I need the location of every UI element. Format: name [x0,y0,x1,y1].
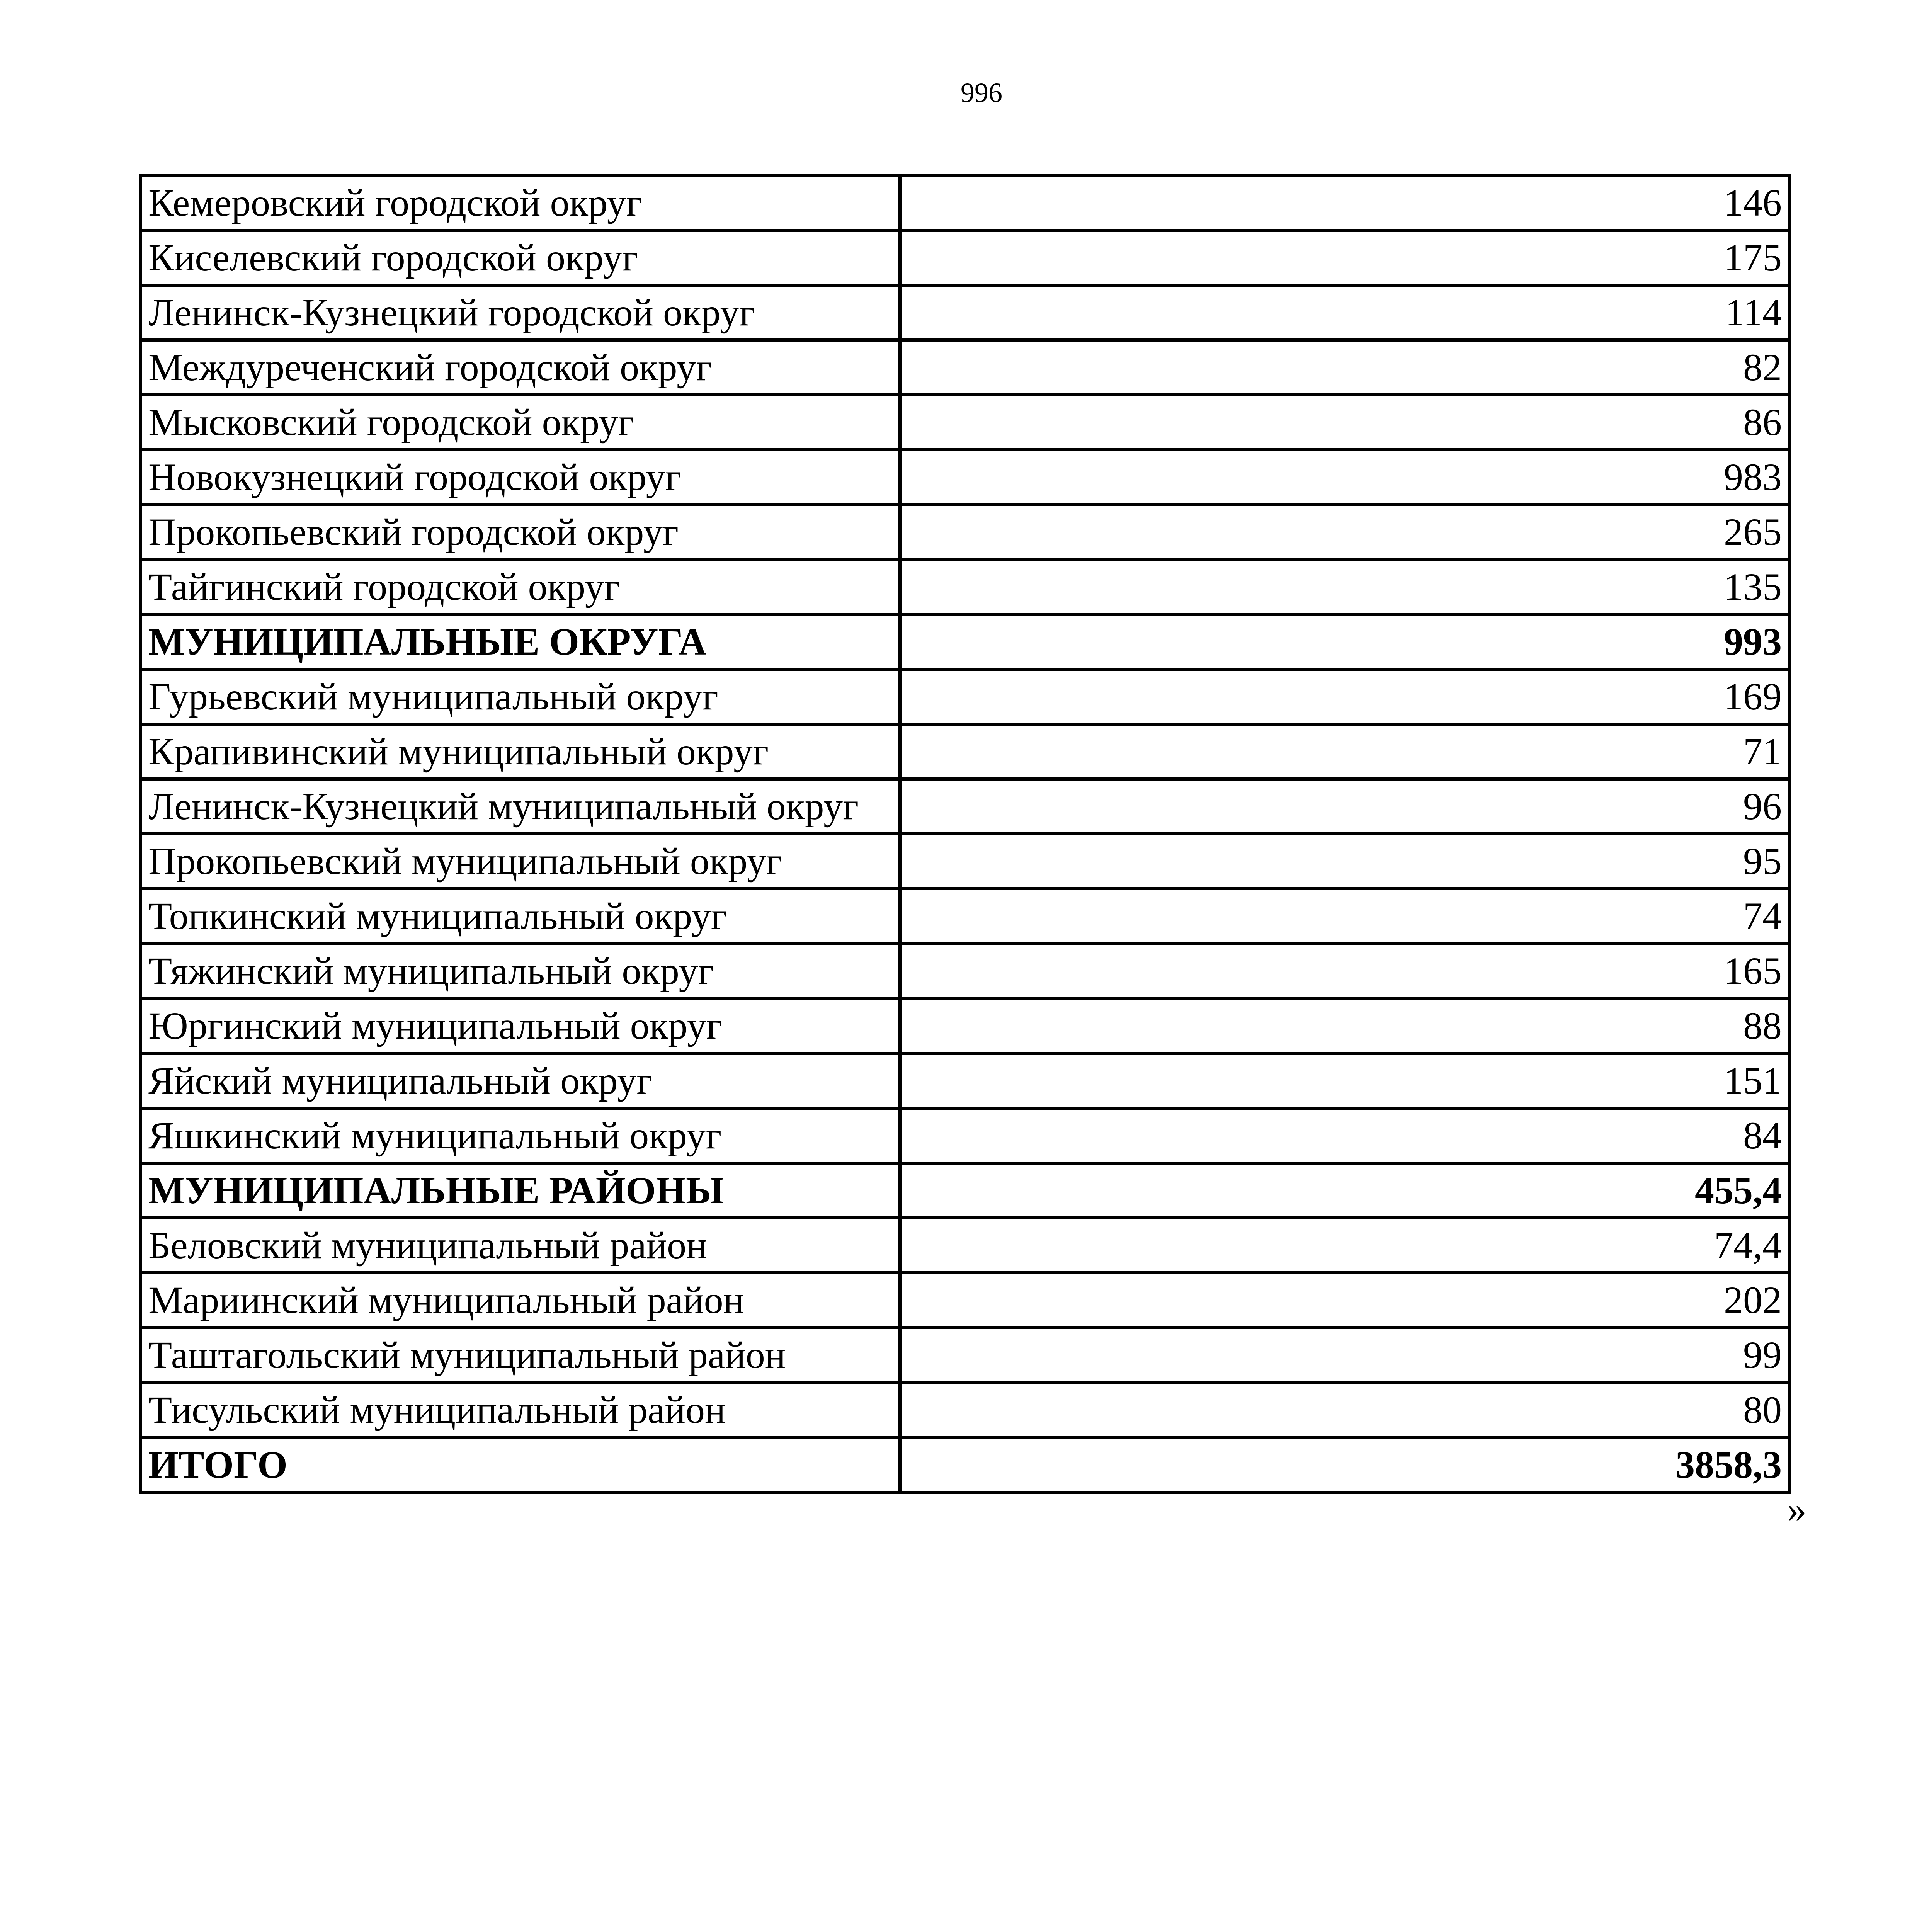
table-row [141,230,1789,285]
value-cell: 82 [900,340,1789,395]
allocation-table [139,174,1791,1494]
municipality-name-cell: Междуреченский городской округ [141,340,900,395]
table-row [141,614,1789,669]
municipality-name-cell: Мысковский городской округ [141,395,900,450]
municipality-name-cell: Беловский муниципальный район [141,1218,900,1273]
table-row [141,505,1789,560]
municipality-name-cell: Ленинск-Кузнецкий городской округ [141,285,900,340]
value-cell: 86 [900,395,1789,450]
value-cell: 71 [900,724,1789,779]
value-cell: 175 [900,230,1789,285]
table-row [141,340,1789,395]
value-cell: 96 [900,779,1789,834]
municipality-name-cell: МУНИЦИПАЛЬНЫЕ ОКРУГА [141,614,900,669]
table-row [141,724,1789,779]
value-cell: 265 [900,505,1789,560]
municipality-name-cell: Тисульский муниципальный район [141,1383,900,1437]
municipality-name-cell: Юргинский муниципальный округ [141,998,900,1053]
table-row [141,779,1789,834]
value-cell: 135 [900,560,1789,614]
table-row [141,1273,1789,1328]
municipality-name-cell: Киселевский городской округ [141,230,900,285]
value-cell: 3858,3 [900,1437,1789,1492]
value-cell: 114 [900,285,1789,340]
value-cell: 146 [900,175,1789,230]
municipality-name-cell: Яшкинский муниципальный округ [141,1108,900,1163]
table-row [141,1218,1789,1273]
value-cell: 993 [900,614,1789,669]
table-row [141,450,1789,505]
value-cell: 74,4 [900,1218,1789,1273]
value-cell: 202 [900,1273,1789,1328]
municipality-name-cell: Тяжинский муниципальный округ [141,944,900,998]
value-cell: 455,4 [900,1163,1789,1218]
municipality-name-cell: Прокопьевский муниципальный округ [141,834,900,889]
value-cell: 74 [900,889,1789,944]
closing-quote: » [1787,1488,1806,1531]
table-row [141,175,1789,230]
table-row [141,1437,1789,1492]
table-body [141,175,1789,1492]
municipality-name-cell: Ленинск-Кузнецкий муниципальный округ [141,779,900,834]
table-row [141,560,1789,614]
table-row [141,998,1789,1053]
value-cell: 84 [900,1108,1789,1163]
value-cell: 88 [900,998,1789,1053]
municipality-name-cell: Топкинский муниципальный округ [141,889,900,944]
table-row [141,944,1789,998]
table-row [141,834,1789,889]
value-cell: 95 [900,834,1789,889]
table-row [141,285,1789,340]
table-row [141,1053,1789,1108]
municipality-name-cell: ИТОГО [141,1437,900,1492]
table-row [141,1383,1789,1437]
municipality-name-cell: Кемеровский городской округ [141,175,900,230]
value-cell: 151 [900,1053,1789,1108]
municipality-name-cell: Мариинский муниципальный район [141,1273,900,1328]
municipality-name-cell: Гурьевский муниципальный округ [141,669,900,724]
municipality-name-cell: Яйский муниципальный округ [141,1053,900,1108]
table-row [141,889,1789,944]
table-row [141,1163,1789,1218]
municipality-name-cell: Таштагольский муниципальный район [141,1328,900,1383]
value-cell: 165 [900,944,1789,998]
value-cell: 169 [900,669,1789,724]
table-row [141,669,1789,724]
municipality-name-cell: Прокопьевский городской округ [141,505,900,560]
page-number: 996 [961,77,1002,108]
value-cell: 80 [900,1383,1789,1437]
value-cell: 99 [900,1328,1789,1383]
municipality-name-cell: Крапивинский муниципальный округ [141,724,900,779]
municipality-name-cell: МУНИЦИПАЛЬНЫЕ РАЙОНЫ [141,1163,900,1218]
municipality-name-cell: Тайгинский городской округ [141,560,900,614]
table-row [141,395,1789,450]
table-row [141,1108,1789,1163]
table-row [141,1328,1789,1383]
municipality-name-cell: Новокузнецкий городской округ [141,450,900,505]
value-cell: 983 [900,450,1789,505]
